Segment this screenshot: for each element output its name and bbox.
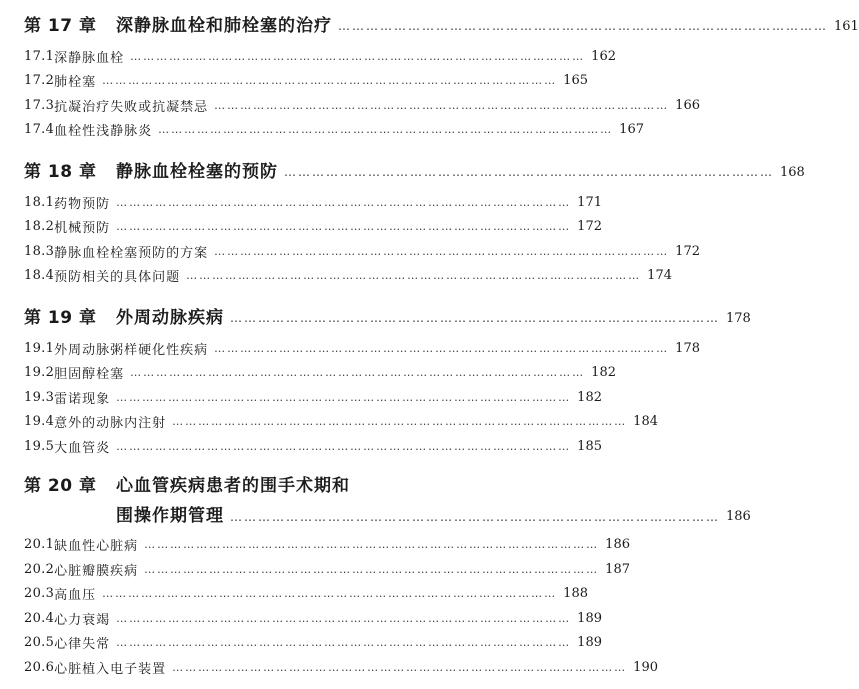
chapter-label: 第 18 章	[24, 161, 97, 182]
section-title: 肺栓塞	[54, 75, 97, 91]
section-title: 心脏植入电子装置	[54, 661, 167, 677]
toc-entry-17-2[interactable]	[0, 69, 588, 94]
section-title: 外周动脉粥样硬化性疾病	[54, 342, 209, 358]
section-page-number: 178	[675, 340, 700, 356]
section-number: 18.1	[24, 194, 55, 210]
section-page-number: 190	[633, 659, 658, 675]
dot-leader: ……………………………………………………………………………………………	[284, 165, 774, 179]
toc-entry-17-3[interactable]	[0, 93, 700, 118]
section-number: 19.3	[24, 389, 55, 405]
dot-leader: ……………………………………………………………………………………………	[230, 509, 720, 524]
dot-leader: ……………………………………………………………………………………………	[116, 611, 572, 625]
section-title: 血栓性浅静脉炎	[54, 124, 153, 140]
section-page-number: 171	[577, 194, 602, 210]
section-title: 预防相关的具体问题	[54, 270, 181, 286]
section-page-number: 174	[647, 268, 672, 284]
section-title: 静脉血栓栓塞预防的方案	[54, 245, 209, 261]
section-number: 20.6	[24, 659, 55, 675]
dot-leader: ……………………………………………………………………………………………	[116, 195, 572, 209]
section-title: 意外的动脉内注射	[54, 416, 167, 432]
section-title: 抗凝治疗失败或抗凝禁忌	[54, 99, 209, 115]
chapter-label: 第 17 章	[24, 15, 97, 36]
chapter-title-row-1	[24, 469, 435, 499]
toc-entry-17-4[interactable]	[0, 118, 644, 143]
dot-leader: ……………………………………………………………………………………………	[158, 123, 614, 137]
toc-entry-19-3[interactable]	[0, 385, 602, 410]
section-page-number: 187	[605, 561, 630, 577]
section-title: 心脏瓣膜疾病	[54, 563, 139, 579]
section-title: 心律失常	[54, 637, 111, 653]
section-title: 胆固醇栓塞	[54, 367, 125, 383]
toc-entry-19-4[interactable]	[0, 410, 658, 435]
dot-leader: ……………………………………………………………………………………………	[172, 415, 628, 429]
dot-leader: ……………………………………………………………………………………………	[172, 660, 628, 674]
toc-entry-20-5[interactable]	[0, 631, 602, 656]
section-number: 20.1	[24, 537, 55, 553]
chapter-title: 静脉血栓栓塞的预防	[116, 161, 278, 182]
section-page-number: 162	[591, 48, 616, 64]
section-number: 17.3	[24, 97, 55, 113]
section-number: 19.2	[24, 365, 55, 381]
chapter-title-line-1: 心血管疾病患者的围手术期和	[116, 476, 350, 496]
dot-leader: ……………………………………………………………………………………………	[214, 98, 670, 112]
section-title: 心力衰竭	[54, 612, 111, 628]
dot-leader: ……………………………………………………………………………………………	[186, 269, 642, 283]
section-page-number: 185	[577, 438, 602, 454]
chapter-title-row-2	[24, 499, 751, 529]
toc-entry-17-1[interactable]	[0, 44, 616, 69]
section-page-number: 182	[577, 389, 602, 405]
dot-leader: ……………………………………………………………………………………………	[116, 439, 572, 453]
section-number: 20.4	[24, 610, 55, 626]
section-title: 缺血性心脏病	[54, 539, 139, 555]
toc-entry-18-3[interactable]	[0, 239, 700, 264]
section-number: 19.1	[24, 340, 55, 356]
section-title: 高血压	[54, 588, 97, 604]
section-title: 深静脉血栓	[54, 50, 125, 66]
section-number: 18.2	[24, 219, 55, 235]
chapter-page-number: 186	[726, 509, 751, 524]
section-page-number: 189	[577, 610, 602, 626]
chapter-title: 深静脉血栓和肺栓塞的治疗	[116, 15, 332, 36]
section-number: 20.3	[24, 586, 55, 602]
chapter-label: 第 19 章	[24, 307, 97, 328]
section-page-number: 182	[591, 365, 616, 381]
toc-entry-18-4[interactable]	[0, 264, 672, 289]
section-number: 17.1	[24, 48, 55, 64]
section-number: 17.2	[24, 73, 55, 89]
section-page-number: 166	[675, 97, 700, 113]
toc-entry-20-1[interactable]	[0, 533, 630, 558]
section-page-number: 172	[675, 243, 700, 259]
section-number: 19.5	[24, 438, 55, 454]
dot-leader: ……………………………………………………………………………………………	[102, 587, 558, 601]
chapter-title: 外周动脉疾病	[116, 307, 224, 328]
dot-leader: ……………………………………………………………………………………………	[116, 390, 572, 404]
section-page-number: 189	[577, 635, 602, 651]
dot-leader: ……………………………………………………………………………………………	[144, 538, 600, 552]
toc-entry-19-2[interactable]	[0, 361, 616, 386]
section-page-number: 165	[563, 73, 588, 89]
section-title: 雷诺现象	[54, 391, 111, 407]
chapter-20-heading[interactable]	[0, 469, 751, 529]
section-title: 大血管炎	[54, 440, 111, 456]
section-title: 药物预防	[54, 196, 111, 212]
section-number: 17.4	[24, 122, 55, 138]
section-number: 20.2	[24, 561, 55, 577]
toc-entry-20-2[interactable]	[0, 557, 630, 582]
section-page-number: 184	[633, 414, 658, 430]
chapter-page-number: 168	[780, 164, 805, 180]
dot-leader: ……………………………………………………………………………………………	[130, 49, 586, 63]
section-number: 19.4	[24, 414, 55, 430]
dot-leader: ……………………………………………………………………………………………	[116, 636, 572, 650]
section-page-number: 172	[577, 219, 602, 235]
toc-entry-18-1[interactable]	[0, 190, 602, 215]
section-number: 18.3	[24, 243, 55, 259]
toc-entry-19-5[interactable]	[0, 434, 602, 459]
dot-leader: ……………………………………………………………………………………………	[214, 341, 670, 355]
toc-entry-20-3[interactable]	[0, 582, 588, 607]
dot-leader: ……………………………………………………………………………………………	[130, 366, 586, 380]
chapter-page-number: 161	[834, 18, 859, 34]
chapter-page-number: 178	[726, 310, 751, 326]
chapter-17-heading[interactable]	[0, 6, 859, 40]
chapter-label: 第 20 章	[24, 476, 97, 496]
section-title: 机械预防	[54, 221, 111, 237]
chapter-19-heading[interactable]	[0, 298, 751, 332]
toc-entry-19-1[interactable]	[0, 336, 700, 361]
section-number: 20.5	[24, 635, 55, 651]
toc-entry-18-2[interactable]	[0, 215, 602, 240]
dot-leader: ……………………………………………………………………………………………	[144, 562, 600, 576]
section-page-number: 188	[563, 586, 588, 602]
section-page-number: 167	[619, 122, 644, 138]
section-page-number: 186	[605, 537, 630, 553]
dot-leader: ……………………………………………………………………………………………	[338, 19, 828, 33]
dot-leader: ……………………………………………………………………………………………	[116, 220, 572, 234]
dot-leader: ……………………………………………………………………………………………	[214, 244, 670, 258]
dot-leader: ……………………………………………………………………………………………	[102, 74, 558, 88]
section-number: 18.4	[24, 268, 55, 284]
toc-entry-20-4[interactable]	[0, 606, 602, 631]
toc-entry-20-6[interactable]	[0, 655, 658, 680]
chapter-title-line-2: 围操作期管理	[116, 506, 224, 526]
dot-leader: ……………………………………………………………………………………………	[230, 311, 720, 325]
chapter-18-heading[interactable]	[0, 152, 805, 186]
